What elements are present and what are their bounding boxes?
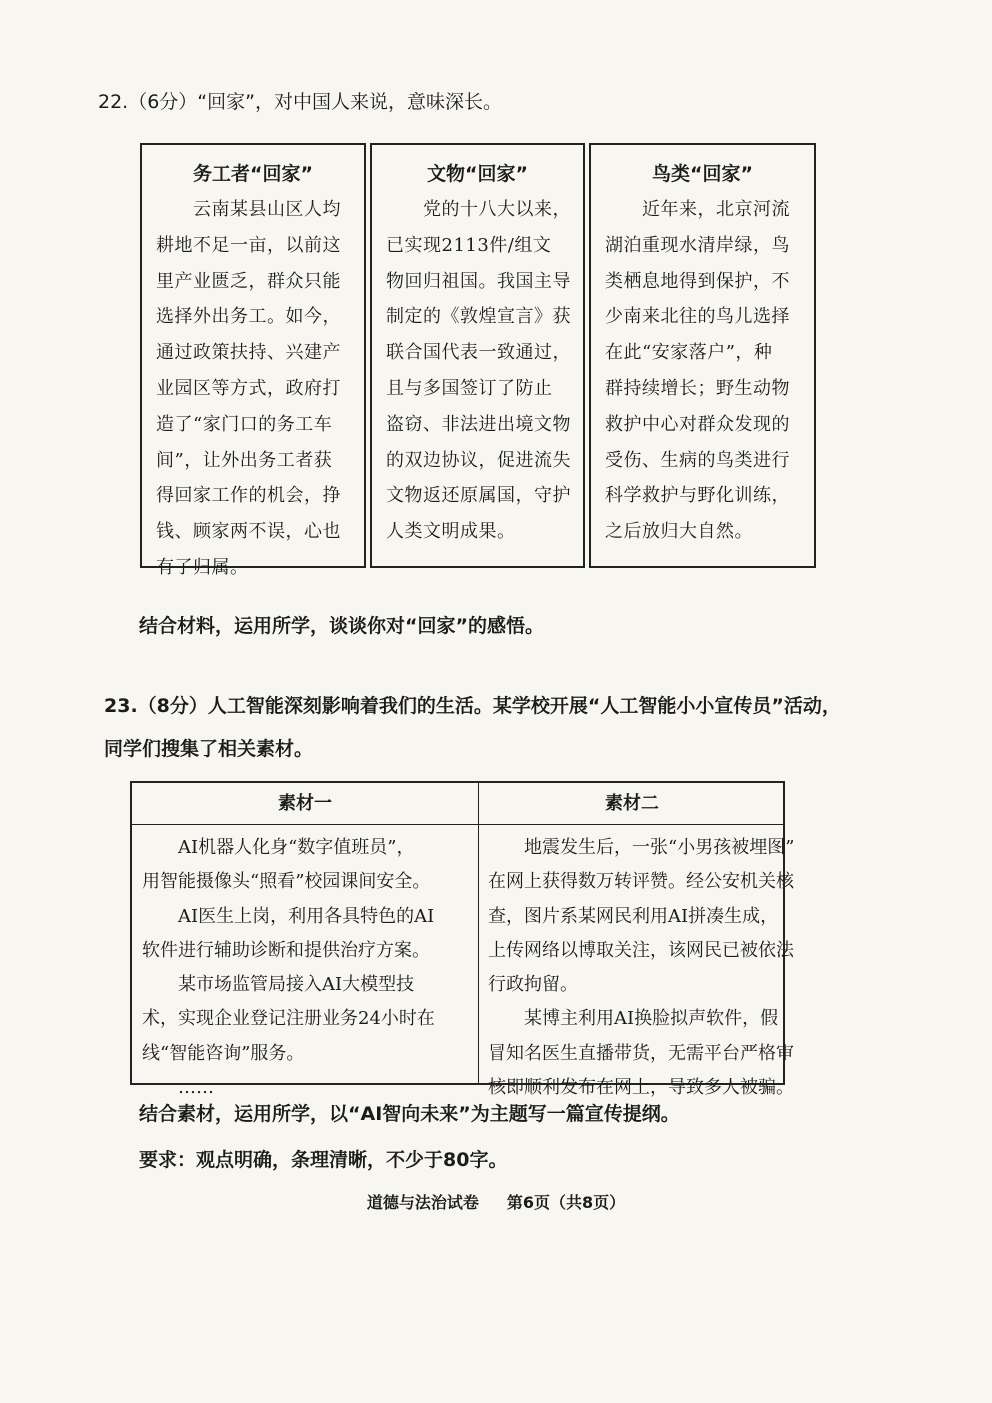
question-22-stem: 22.（6分）“回家”，对中国人来说，意味深长。 [98, 91, 502, 113]
card-line: 物回归祖国。我国主导 [386, 270, 571, 292]
card-migrant-workers [140, 143, 366, 578]
card-line: 里产业匮乏，群众只能 [156, 270, 341, 292]
card-title: 鸟类“回家” [652, 163, 753, 185]
material-line: …… [142, 1077, 214, 1099]
card-line: 之后放归大自然。 [605, 521, 753, 543]
material-line: 某市场监管局接入AI大模型技 [142, 974, 415, 996]
card-line: 文物返还原属国，守护 [386, 485, 571, 507]
card-line: 受伤、生病的鸟类进行 [605, 449, 790, 471]
page-footer [0, 1190, 992, 1213]
card-body [386, 192, 571, 550]
column-divider [478, 783, 479, 1083]
card-line: 得回家工作的机会，挣 [156, 485, 341, 507]
material-line: 线“智能咨询”服务。 [142, 1042, 305, 1064]
card-line: 湖泊重现水清岸绿，鸟 [605, 234, 790, 256]
card-line: 科学救护与野化训练， [605, 485, 790, 507]
material-line: 冒知名医生直播带货，无需平台严格审 [488, 1042, 794, 1064]
card-line: 已实现2113件/组文 [386, 234, 552, 256]
card-line: 人类文明成果。 [386, 521, 516, 543]
card-body [156, 192, 341, 586]
card-body [605, 192, 790, 550]
header-divider [132, 824, 783, 825]
material-1-title: 素材一 [278, 793, 332, 814]
material-line: 软件进行辅助诊断和提供治疗方案。 [142, 939, 430, 961]
card-line: 云南某县山区人均 [156, 199, 341, 220]
card-line: 且与多国签订了防止 [386, 377, 553, 399]
card-line: 通过政策扶持、兴建产 [156, 342, 341, 364]
card-title: 务工者“回家” [193, 163, 313, 185]
material-2-title: 素材二 [605, 793, 659, 814]
material-1-body [142, 831, 435, 1105]
card-line: 有了归属。 [156, 556, 249, 578]
material-line: AI医生上岗，利用各具特色的AI [142, 905, 435, 927]
card-line: 少南来北往的鸟儿选择 [605, 306, 790, 328]
material-line: 查，图片系某网民利用AI拼凑生成， [488, 905, 779, 927]
card-line: 党的十八大以来， [386, 199, 571, 220]
question-23-stem-cont: 同学们搜集了相关素材。 [104, 738, 314, 760]
card-birds [589, 143, 816, 568]
card-cultural-relics [370, 143, 585, 568]
card-line: 钱、顾家两不误，心也 [156, 521, 341, 543]
card-line: 盗窃、非法进出境文物 [386, 413, 571, 435]
material-line: 用智能摄像头“照看”校园课间安全。 [142, 871, 431, 893]
material-line: 地震发生后，一张“小男孩被埋图” [488, 837, 795, 858]
material-line: 术，实现企业登记注册业务24小时在 [142, 1008, 435, 1030]
question-23-stem: 23.（8分）人工智能深刻影响着我们的生活。某学校开展“人工智能小小宣传员”活动， [104, 695, 841, 717]
card-line: 类栖息地得到保护，不 [605, 270, 790, 292]
material-line: AI机器人化身“数字值班员”， [142, 837, 415, 858]
question-23-prompt: 结合素材，运用所学，以“AI智向未来”为主题写一篇宣传提纲。 [139, 1103, 680, 1125]
card-line: 选择外出务工。如今， [156, 306, 341, 328]
card-line: 造了“家门口的务工车 [156, 413, 333, 435]
card-line: 的双边协议，促进流失 [386, 449, 571, 471]
materials-table [130, 781, 795, 1099]
card-line: 在此“安家落户”，种 [605, 342, 773, 364]
material-line: 行政拘留。 [488, 974, 578, 996]
material-line: 上传网络以博取关注，该网民已被依法 [488, 939, 794, 961]
card-line: 业园区等方式，政府打 [156, 377, 341, 399]
exam-subject: 道德与法治试卷 [366, 1193, 479, 1212]
material-line: 核即顺利发布在网上，导致多人被骗。 [488, 1077, 794, 1099]
material-line: 在网上获得数万转评赞。经公安机关核 [488, 871, 794, 893]
material-2-body [488, 831, 794, 1105]
card-line: 制定的《敦煌宣言》获 [386, 306, 571, 328]
card-title: 文物“回家” [427, 163, 528, 185]
question-23-requirement: 要求：观点明确，条理清晰，不少于80字。 [139, 1149, 508, 1171]
page-number: 第6页（共8页） [506, 1193, 626, 1212]
card-line: 间”，让外出务工者获 [156, 449, 333, 471]
card-line: 近年来，北京河流 [605, 199, 790, 220]
card-line: 耕地不足一亩，以前这 [156, 234, 341, 256]
card-line: 联合国代表一致通过， [386, 342, 571, 364]
material-line: 某博主利用AI换脸拟声软件，假 [488, 1008, 779, 1030]
question-22-prompt: 结合材料，运用所学，谈谈你对“回家”的感悟。 [139, 615, 544, 637]
card-line: 群持续增长；野生动物 [605, 377, 790, 399]
card-line: 救护中心对群众发现的 [605, 413, 790, 435]
